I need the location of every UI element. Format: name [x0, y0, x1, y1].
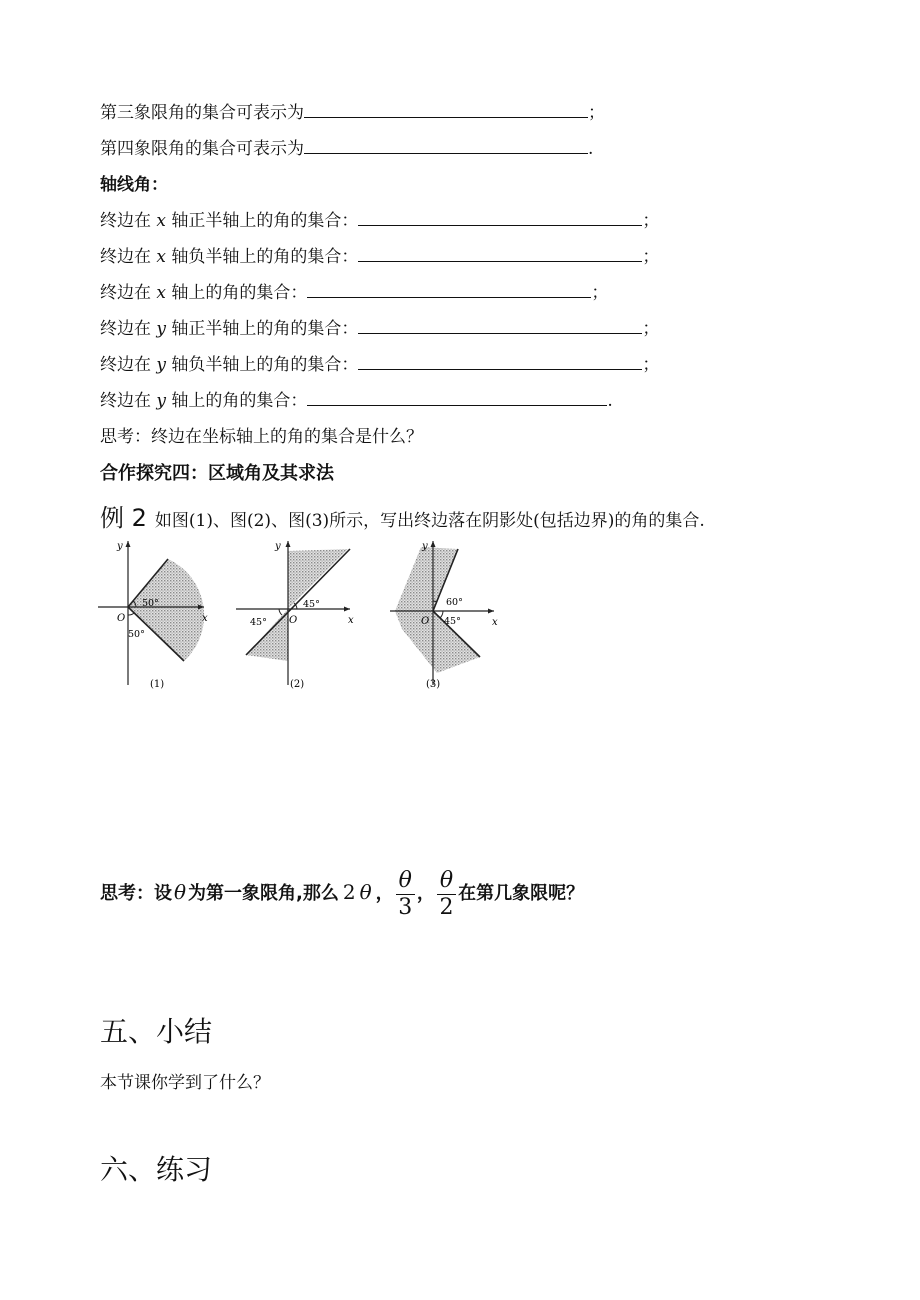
- quadrant3-line: [100, 101, 605, 125]
- axis-item-post: 轴上的角的集合：: [166, 283, 308, 303]
- axis-item-pre: 终边在: [100, 211, 157, 231]
- fraction-numerator: θ: [396, 868, 415, 895]
- line-end: ；: [588, 103, 605, 123]
- answer-blank[interactable]: [307, 281, 591, 298]
- quadrant4-line: [100, 137, 593, 161]
- figure-3: [390, 541, 498, 690]
- quadrant4-text: 第四象限角的集合可表示为: [100, 139, 304, 159]
- axis-item-pre: 终边在: [100, 247, 157, 267]
- fraction-theta-over-3: [396, 868, 415, 921]
- think-theta-question: [100, 862, 584, 922]
- example2-label: 例 2: [100, 504, 147, 532]
- axis-item-pre: 终边在: [100, 391, 157, 411]
- angle-label: 60°: [446, 597, 463, 608]
- y-axis-label: y: [275, 541, 281, 552]
- quadrant3-text: 第三象限角的集合可表示为: [100, 103, 304, 123]
- axis-item-pre: 终边在: [100, 319, 157, 339]
- axis-item: [100, 281, 608, 305]
- axis-var: y: [156, 319, 167, 339]
- axis-item-post: 轴上的角的集合：: [166, 391, 308, 411]
- angle-label: 50°: [128, 629, 145, 640]
- answer-blank[interactable]: [307, 389, 607, 406]
- y-axis-label: y: [117, 541, 123, 552]
- think2-mid: 为第一象限角,那么: [188, 883, 339, 904]
- figure-1: [98, 541, 208, 690]
- origin-label: O: [289, 615, 298, 626]
- axis-heading: 轴线角：: [100, 175, 168, 195]
- line-end: ；: [591, 283, 609, 303]
- section5-title: 五、小结: [100, 1015, 213, 1048]
- axis-var: y: [156, 391, 167, 411]
- axis-item-post: 轴负半轴上的角的集合：: [166, 247, 359, 267]
- angle-label: 50°: [142, 598, 159, 609]
- line-end: .: [607, 391, 613, 411]
- axis-item: [100, 317, 659, 341]
- line-end: ；: [642, 247, 660, 267]
- origin-label: O: [117, 613, 126, 624]
- think-axis-question: 思考：终边在坐标轴上的角的集合是什么？: [100, 427, 423, 447]
- x-axis-label: x: [348, 615, 354, 626]
- figure-2: [236, 541, 354, 690]
- x-axis-label: x: [492, 617, 498, 628]
- theta-symbol: θ: [174, 880, 187, 904]
- answer-blank[interactable]: [358, 353, 642, 370]
- axis-var: x: [156, 283, 166, 303]
- think2-suffix: 在第几象限呢？: [458, 883, 585, 904]
- axis-var: x: [156, 247, 166, 267]
- answer-blank[interactable]: [358, 317, 642, 334]
- comma: ，: [416, 883, 435, 904]
- y-axis-label: y: [422, 541, 428, 552]
- shaded-region: [395, 547, 480, 673]
- figure-caption: (3): [426, 679, 441, 690]
- figure-caption: (2): [290, 679, 305, 690]
- section4-title: 合作探究四：区域角及其求法: [100, 463, 334, 484]
- axis-item: [100, 389, 613, 413]
- axis-item-pre: 终边在: [100, 355, 157, 375]
- region-angle-figures: [92, 535, 532, 705]
- line-end: ；: [642, 355, 660, 375]
- axis-var: x: [156, 211, 166, 231]
- angle-label: 45°: [444, 616, 461, 627]
- x-axis-label: x: [202, 613, 208, 624]
- section6-title: 六、练习: [100, 1153, 213, 1186]
- two-coefficient: 2: [342, 880, 356, 904]
- angle-label: 45°: [303, 599, 320, 610]
- axis-item-post: 轴负半轴上的角的集合：: [166, 355, 359, 375]
- example2-text: 如图(1)、图(2)、图(3)所示，写出终边落在阴影处(包括边界)的角的集合.: [154, 511, 705, 531]
- angle-label: 45°: [250, 617, 267, 628]
- figure-caption: (1): [150, 679, 165, 690]
- line-end: ；: [642, 319, 660, 339]
- section5-text: 本节课你学到了什么？: [100, 1073, 270, 1093]
- think2-prefix: 思考：设: [100, 883, 172, 904]
- line-end: .: [588, 139, 594, 159]
- axis-item-post: 轴正半轴上的角的集合：: [166, 319, 359, 339]
- answer-blank[interactable]: [304, 101, 588, 118]
- answer-blank[interactable]: [358, 209, 642, 226]
- answer-blank[interactable]: [304, 137, 588, 154]
- axis-item: [100, 353, 659, 377]
- fraction-denominator: 2: [439, 894, 454, 920]
- example2: [100, 506, 705, 533]
- fraction-theta-over-2: [437, 868, 456, 921]
- comma: ，: [375, 883, 394, 904]
- theta-symbol: θ: [359, 880, 372, 904]
- fraction-denominator: 3: [398, 894, 413, 920]
- shaded-sector: [128, 559, 204, 661]
- axis-item: [100, 245, 659, 269]
- axis-var: y: [156, 355, 167, 375]
- axis-item: [100, 209, 659, 233]
- axis-item-post: 轴正半轴上的角的集合：: [166, 211, 359, 231]
- answer-blank[interactable]: [358, 245, 642, 262]
- line-end: ；: [642, 211, 660, 231]
- axis-item-pre: 终边在: [100, 283, 157, 303]
- fraction-numerator: θ: [437, 868, 456, 895]
- origin-label: O: [421, 616, 430, 627]
